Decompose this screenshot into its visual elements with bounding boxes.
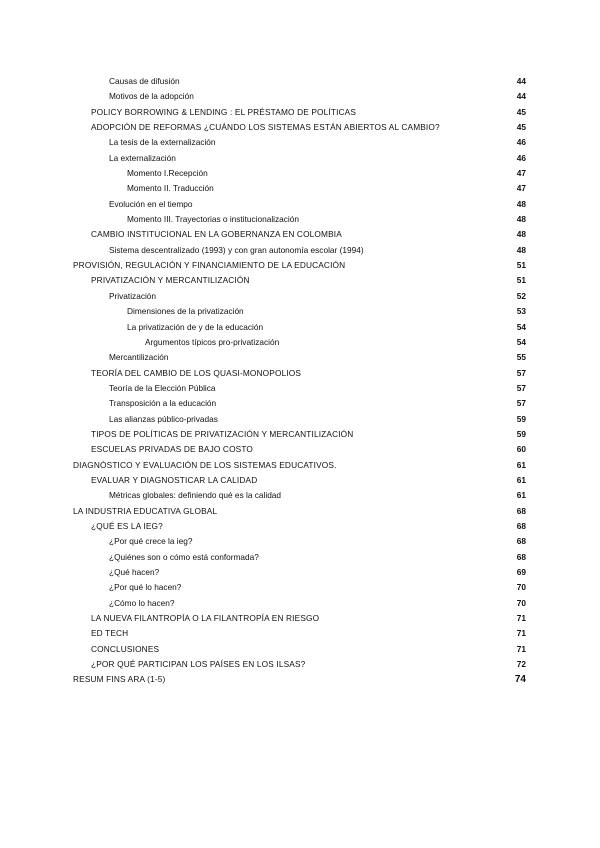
toc-entry-page-number: 71 (516, 643, 526, 654)
toc-entry-title: Teoría de la Elección Pública (109, 382, 216, 393)
toc-entry[interactable] (0, 442, 600, 457)
toc-entry-page-number: 59 (516, 428, 526, 439)
toc-entry-title: ADOPCIÓN DE REFORMAS ¿CUÁNDO LOS SISTEMAS ESTÁN ABIERTOS AL CAMBIO? (91, 122, 440, 133)
toc-entry-page-number: 44 (516, 91, 526, 102)
toc-entry-title: Transposición a la educación (109, 398, 217, 409)
toc-entry[interactable] (0, 534, 600, 549)
toc-entry-page-number: 54 (516, 321, 526, 332)
toc-entry-page-number: 57 (516, 398, 526, 409)
toc-entry-title: PRIVATIZACIÓN Y MERCANTILIZACIÓN (91, 275, 250, 286)
toc-entry[interactable] (0, 105, 600, 120)
toc-entry-page-number: 52 (516, 290, 526, 301)
toc-entry-title: EVALUAR Y DIAGNOSTICAR LA CALIDAD (91, 474, 258, 485)
toc-entry[interactable] (0, 197, 600, 212)
toc-entry-title: Causas de difusión (109, 76, 180, 86)
toc-entry-page-number: 70 (516, 582, 526, 593)
toc-entry-page-number: 60 (516, 444, 526, 455)
toc-entry-page-number: 61 (516, 474, 526, 485)
toc-entry-title: La tesis de la externalización (109, 137, 216, 148)
toc-entry-title: ED TECH (91, 628, 129, 639)
toc-entry-page-number: 72 (516, 659, 526, 670)
toc-entry-page-number: 55 (516, 352, 526, 363)
toc-entry-title: TEORÍA DEL CAMBIO DE LOS QUASI-MONOPOLIOS (91, 367, 302, 378)
toc-entry-title: Mercantilización (109, 352, 169, 363)
toc-entry-title: ¿Por qué crece la ieg? (109, 536, 193, 547)
toc-entry[interactable] (0, 151, 600, 166)
toc-entry-title: Evolución en el tiempo (109, 198, 193, 209)
toc-entry-title: Métricas globales: definiendo qué es la calidad (109, 490, 282, 501)
toc-entry[interactable] (0, 458, 600, 473)
toc-entry[interactable] (0, 580, 600, 595)
toc-entry-title: Argumentos típicos pro-privatización (145, 336, 280, 347)
toc-entry-title: RESUM FINS ARA (1-5) (73, 674, 166, 685)
toc-entry-title: POLICY BORROWING & LENDING : EL PRÉSTAMO DE POLÍTICAS (91, 106, 357, 117)
toc-entry-title: Momento III. Trayectorias o institucionalización (127, 214, 300, 225)
toc-entry[interactable] (0, 320, 600, 335)
toc-entry-page-number: 59 (516, 413, 526, 424)
toc-entry[interactable] (0, 473, 600, 488)
toc-entry[interactable] (0, 120, 600, 135)
toc-entry[interactable] (0, 273, 600, 288)
toc-entry-page-number: 46 (516, 137, 526, 148)
toc-entry[interactable] (0, 565, 600, 580)
toc-entry-title: ¿POR QUÉ PARTICIPAN LOS PAÍSES EN LOS ILSAS? (91, 659, 306, 670)
toc-entry-title: ¿Por qué lo hacen? (109, 582, 182, 593)
toc-entry-title: CONCLUSIONES (91, 643, 160, 654)
toc-entry[interactable] (0, 212, 600, 227)
toc-entry-page-number: 45 (516, 122, 526, 133)
toc-entry[interactable] (0, 227, 600, 242)
toc-entry-title: Momento I.Recepción (127, 168, 208, 179)
toc-entry[interactable] (0, 672, 600, 687)
toc-entry-page-number: 46 (516, 152, 526, 163)
toc-entry[interactable] (0, 304, 600, 319)
toc-entry-title: PROVISIÓN, REGULACIÓN Y FINANCIAMIENTO DE LA EDUCACIÓN (73, 260, 346, 271)
toc-entry-title: Momento II. Traducción (127, 183, 214, 194)
toc-entry[interactable] (0, 412, 600, 427)
toc-entry-page-number: 68 (516, 520, 526, 531)
toc-entry-page-number: 47 (516, 168, 526, 179)
toc-entry[interactable] (0, 289, 600, 304)
toc-entry-title: ¿Qué hacen? (109, 567, 160, 577)
toc-entry[interactable] (0, 626, 600, 641)
toc-entry[interactable] (0, 504, 600, 519)
toc-entry[interactable] (0, 74, 600, 89)
toc-entry[interactable] (0, 396, 600, 411)
toc-entry[interactable] (0, 488, 600, 503)
toc-entry[interactable] (0, 135, 600, 150)
toc-entry[interactable] (0, 350, 600, 365)
toc-entry[interactable] (0, 642, 600, 657)
toc-entry-title: Privatización (109, 290, 157, 301)
toc-entry-page-number: 44 (516, 76, 526, 86)
toc-entry-title: ¿QUÉ ES LA IEG? (91, 520, 163, 531)
toc-entry-title: Dimensiones de la privatización (127, 306, 244, 317)
toc-entry-page-number: 71 (516, 628, 526, 639)
toc-entry-page-number: 48 (516, 244, 526, 255)
toc-entry-title: TIPOS DE POLÍTICAS DE PRIVATIZACIÓN Y MERCANTILIZACIÓN (91, 428, 354, 439)
toc-entry-page-number: 74 (514, 674, 526, 686)
toc-entry-page-number: 69 (516, 567, 526, 577)
toc-entry-page-number: 48 (516, 229, 526, 240)
toc-entry[interactable] (0, 550, 600, 565)
toc-entry-title: Sistema descentralizado (1993) y con gran autonomía escolar (1994) (109, 244, 364, 255)
toc-entry-page-number: 48 (516, 214, 526, 225)
toc-entry-title: LA NUEVA FILANTROPÍA O LA FILANTROPÍA EN RIESGO (91, 613, 320, 624)
toc-entry[interactable] (0, 519, 600, 534)
toc-entry-page-number: 68 (516, 551, 526, 562)
toc-entry-page-number: 61 (516, 459, 526, 470)
toc-entry-title: Motivos de la adopción (109, 91, 194, 102)
toc-entry-page-number: 68 (516, 536, 526, 547)
toc-entry-title: Las alianzas público-privadas (109, 413, 218, 424)
toc-entry-page-number: 54 (516, 336, 526, 347)
toc-entry-page-number: 47 (516, 183, 526, 194)
toc-entry[interactable] (0, 89, 600, 104)
toc-entry-page-number: 48 (516, 198, 526, 209)
toc-entry-page-number: 45 (516, 106, 526, 117)
table-of-contents (0, 74, 600, 688)
toc-entry-title: ¿Quiénes son o cómo está conformada? (109, 551, 259, 562)
toc-entry[interactable] (0, 657, 600, 672)
toc-entry-title: ¿Cómo lo hacen? (109, 597, 175, 608)
toc-entry-page-number: 57 (516, 367, 526, 378)
toc-entry-page-number: 68 (516, 505, 526, 516)
toc-entry-page-number: 51 (516, 275, 526, 286)
toc-entry[interactable] (0, 166, 600, 181)
toc-entry-title: La privatización de y de la educación (127, 321, 264, 332)
toc-entry-page-number: 53 (516, 306, 526, 317)
toc-entry[interactable] (0, 258, 600, 273)
toc-entry[interactable] (0, 243, 600, 258)
toc-entry[interactable] (0, 381, 600, 396)
toc-entry-page-number: 61 (516, 490, 526, 501)
toc-entry[interactable] (0, 335, 600, 350)
toc-entry-title: DIAGNÓSTICO Y EVALUACIÓN DE LOS SISTEMAS EDUCATIVOS. (73, 459, 337, 470)
toc-entry-title: CAMBIO INSTITUCIONAL EN LA GOBERNANZA EN COLOMBIA (91, 229, 342, 240)
toc-entry-title: LA INDUSTRIA EDUCATIVA GLOBAL (73, 505, 218, 516)
toc-entry[interactable] (0, 596, 600, 611)
toc-entry-page-number: 51 (516, 260, 526, 271)
toc-entry-title: ESCUELAS PRIVADAS DE BAJO COSTO (91, 444, 254, 455)
toc-entry-page-number: 70 (516, 597, 526, 608)
toc-entry[interactable] (0, 427, 600, 442)
toc-entry-page-number: 57 (516, 382, 526, 393)
toc-entry-page-number: 71 (516, 613, 526, 624)
toc-entry-title: La externalización (109, 152, 176, 163)
toc-entry[interactable] (0, 181, 600, 196)
toc-entry[interactable] (0, 366, 600, 381)
toc-entry[interactable] (0, 611, 600, 626)
